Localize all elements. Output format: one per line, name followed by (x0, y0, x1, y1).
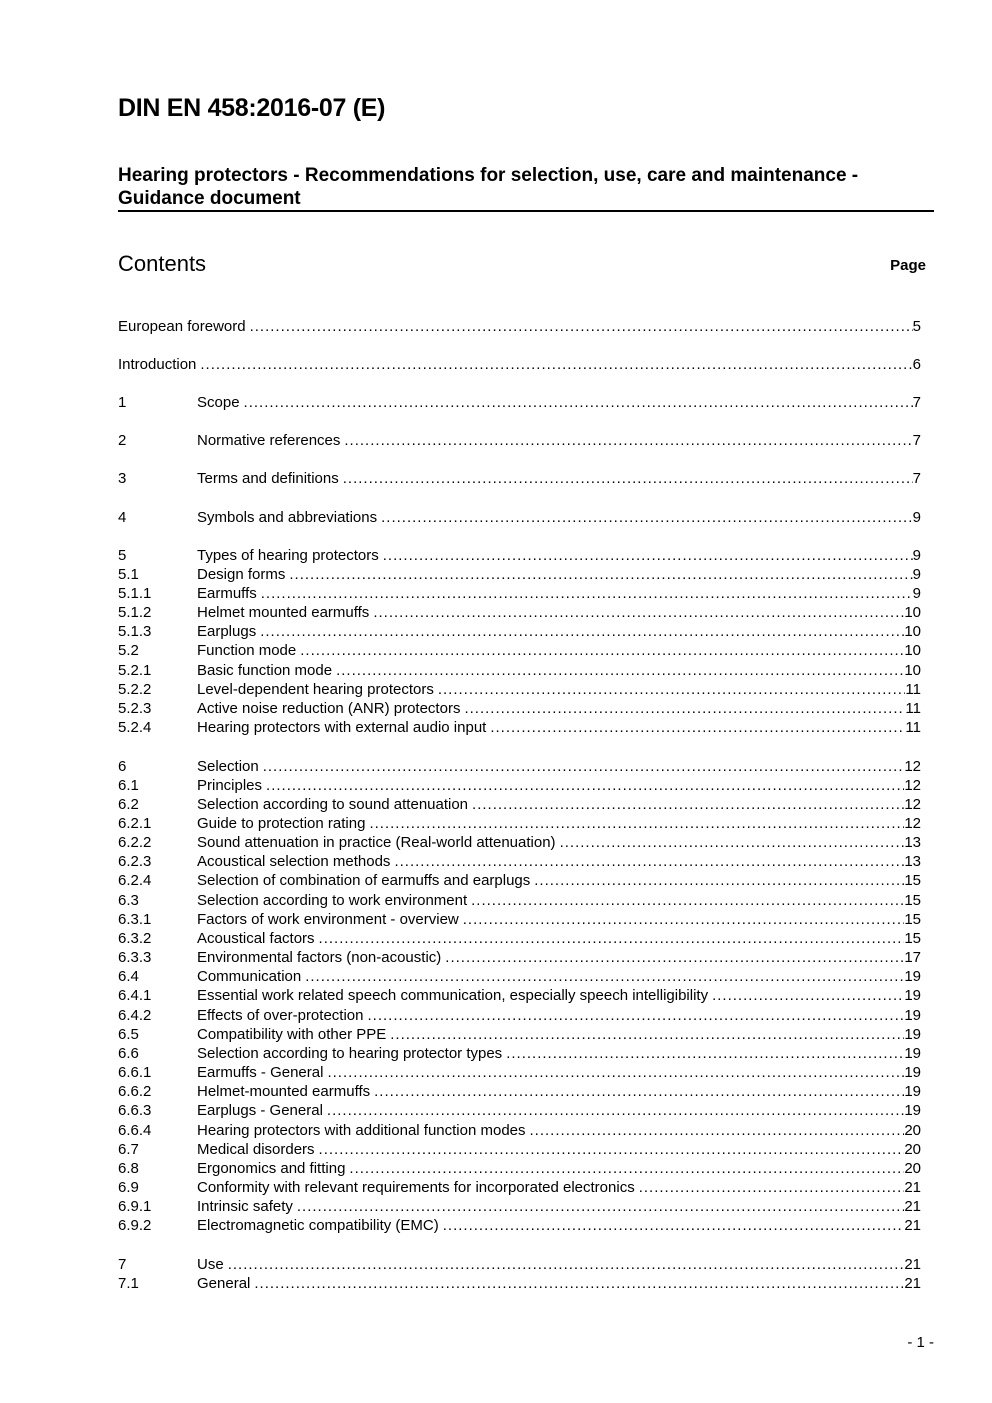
toc-entry-number: 6.1 (118, 777, 139, 794)
toc-entry-number: 5.2.1 (118, 662, 152, 679)
toc-entry-page: 10 (904, 662, 921, 679)
toc-entry-number: 6.2.1 (118, 815, 152, 832)
toc-entry-title: Selection according to work environment (197, 891, 471, 910)
toc-entry-line (197, 584, 921, 603)
toc-dot-leader (200, 355, 912, 374)
toc-entry-number: 6.9.2 (118, 1217, 152, 1234)
toc-entry-line (197, 1159, 921, 1178)
toc-entry-title: Earplugs (197, 622, 260, 641)
toc-entry-line (118, 355, 921, 374)
toc-entry-title: Acoustical selection methods (197, 852, 394, 871)
toc-entry-number: 4 (118, 509, 127, 526)
toc-entry-title: Acoustical factors (197, 929, 319, 948)
toc-dot-leader (266, 776, 904, 795)
toc-entry-number: 5.1.3 (118, 623, 152, 640)
toc-entry-number: 6.9 (118, 1179, 139, 1196)
toc-entry[interactable] (118, 661, 921, 680)
toc-dot-leader (349, 1159, 904, 1178)
toc-entry[interactable] (118, 948, 921, 967)
toc-entry-title: Introduction (118, 355, 200, 374)
toc-dot-leader (390, 1025, 904, 1044)
document-title-line-1: Hearing protectors - Recommendations for selection, use, care and maintenance - (118, 165, 859, 186)
toc-dot-leader (327, 1101, 904, 1120)
toc-entry-line (197, 833, 921, 852)
toc-entry-page: 13 (904, 853, 921, 870)
toc-dot-leader (463, 910, 905, 929)
toc-entry[interactable] (118, 1006, 921, 1025)
toc-entry-page: 20 (904, 1122, 921, 1139)
toc-dot-leader (445, 948, 904, 967)
toc-entry-title: Use (197, 1255, 228, 1274)
toc-entry[interactable] (118, 795, 921, 814)
toc-entry-title: Effects of over-protection (197, 1006, 367, 1025)
toc-entry-page: 5 (912, 318, 921, 335)
toc-entry[interactable] (118, 469, 921, 488)
toc-entry-number: 6.2.2 (118, 834, 152, 851)
toc-entry-page: 11 (905, 719, 921, 736)
toc-entry-line (197, 680, 921, 699)
toc-entry[interactable] (118, 565, 921, 584)
toc-entry-line (197, 603, 921, 622)
toc-entry-number: 3 (118, 470, 127, 487)
toc-entry-page: 9 (912, 566, 921, 583)
toc-dot-leader (344, 431, 912, 450)
toc-entry-line (197, 469, 921, 488)
toc-entry-page: 7 (912, 470, 921, 487)
toc-dot-leader (464, 699, 905, 718)
toc-entry-number: 6.9.1 (118, 1198, 152, 1215)
toc-dot-leader (244, 393, 913, 412)
toc-entry-page: 15 (904, 892, 921, 909)
toc-dot-leader (381, 508, 913, 527)
toc-entry-line (197, 508, 921, 527)
toc-entry-line (197, 1255, 921, 1274)
toc-entry[interactable] (118, 1101, 921, 1120)
toc-entry-title: Selection (197, 757, 263, 776)
toc-entry-number: 5.2.3 (118, 700, 152, 717)
toc-entry[interactable] (118, 910, 921, 929)
toc-entry-number: 6.2.3 (118, 853, 152, 870)
toc-entry-line (197, 871, 921, 890)
toc-entry-number: 6.6.4 (118, 1122, 152, 1139)
toc-entry-number: 1 (118, 394, 127, 411)
toc-entry-page: 21 (904, 1275, 921, 1292)
toc-entry-title: Compatibility with other PPE (197, 1025, 390, 1044)
toc-dot-leader (319, 1140, 905, 1159)
toc-entry-number: 6.5 (118, 1026, 139, 1043)
toc-dot-leader (639, 1178, 905, 1197)
toc-entry-page: 21 (904, 1198, 921, 1215)
toc-dot-leader (373, 603, 904, 622)
toc-entry-line (197, 431, 921, 450)
toc-entry-page: 13 (904, 834, 921, 851)
toc-entry-page: 9 (912, 585, 921, 602)
toc-entry-line (197, 814, 921, 833)
toc-dot-leader (260, 622, 904, 641)
toc-entry-page: 9 (912, 509, 921, 526)
toc-entry-number: 6.3.3 (118, 949, 152, 966)
toc-entry-title: Medical disorders (197, 1140, 319, 1159)
toc-entry-title: Essential work related speech communication, especially speech intelligibility (197, 986, 712, 1005)
toc-entry-number: 6.4.2 (118, 1007, 152, 1024)
toc-entry-line (197, 1140, 921, 1159)
toc-entry-number: 6.6.2 (118, 1083, 152, 1100)
toc-entry-line (197, 546, 921, 565)
toc-entry-page: 20 (904, 1160, 921, 1177)
toc-entry[interactable] (118, 967, 921, 986)
toc-entry-title: Communication (197, 967, 305, 986)
toc-entry-line (197, 1006, 921, 1025)
toc-entry-title: Principles (197, 776, 266, 795)
toc-dot-leader (490, 718, 905, 737)
toc-entry[interactable] (118, 1063, 921, 1082)
toc-entry-number: 6 (118, 758, 127, 775)
toc-entry-line (197, 622, 921, 641)
toc-entry-page: 19 (904, 1026, 921, 1043)
toc-entry-title: Scope (197, 393, 244, 412)
toc-dot-leader (506, 1044, 904, 1063)
toc-entry[interactable] (118, 680, 921, 699)
toc-entry-line (197, 699, 921, 718)
toc-entry-title: Selection of combination of earmuffs and earplugs (197, 871, 534, 890)
toc-entry-title: Earmuffs - General (197, 1063, 327, 1082)
toc-entry-page: 7 (912, 432, 921, 449)
toc-entry[interactable] (118, 718, 921, 737)
toc-dot-leader (374, 1082, 904, 1101)
toc-entry-title: Normative references (197, 431, 344, 450)
toc-entry-title: Types of hearing protectors (197, 546, 383, 565)
toc-dot-leader (530, 1121, 905, 1140)
toc-entry-line (197, 1121, 921, 1140)
toc-entry-line (197, 795, 921, 814)
toc-entry-title: Selection according to sound attenuation (197, 795, 472, 814)
toc-dot-leader (367, 1006, 904, 1025)
toc-entry[interactable] (118, 546, 921, 565)
toc-entry[interactable] (118, 1025, 921, 1044)
toc-entry-number: 5.1.1 (118, 585, 152, 602)
toc-entry[interactable] (118, 814, 921, 833)
toc-entry-page: 11 (905, 681, 921, 698)
toc-entry-title: Earplugs - General (197, 1101, 327, 1120)
toc-entry-title: Environmental factors (non-acoustic) (197, 948, 445, 967)
toc-entry-page: 17 (904, 949, 921, 966)
toc-entry[interactable] (118, 852, 921, 871)
toc-entry-line (197, 967, 921, 986)
toc-entry-number: 5.2.2 (118, 681, 152, 698)
toc-entry-number: 6.4.1 (118, 987, 152, 1004)
toc-entry-line (197, 1044, 921, 1063)
toc-dot-leader (254, 1274, 904, 1293)
toc-entry-title: Selection according to hearing protector types (197, 1044, 506, 1063)
toc-entry-page: 12 (904, 777, 921, 794)
toc-entry[interactable] (118, 1082, 921, 1101)
toc-entry-title: Intrinsic safety (197, 1197, 297, 1216)
toc-dot-leader (336, 661, 904, 680)
toc-entry-line (197, 891, 921, 910)
toc-entry[interactable] (118, 641, 921, 660)
toc-entry-line (197, 1063, 921, 1082)
toc-dot-leader (343, 469, 913, 488)
toc-entry-page: 9 (912, 547, 921, 564)
toc-entry[interactable] (118, 1159, 921, 1178)
toc-entry-title: General (197, 1274, 254, 1293)
toc-entry-page: 21 (904, 1179, 921, 1196)
toc-entry-line (197, 929, 921, 948)
toc-entry[interactable] (118, 1140, 921, 1159)
toc-entry-line (197, 661, 921, 680)
toc-entry[interactable] (118, 1197, 921, 1216)
toc-entry[interactable] (118, 1121, 921, 1140)
toc-entry-page: 19 (904, 1007, 921, 1024)
toc-entry-line (118, 317, 921, 336)
toc-entry[interactable] (118, 833, 921, 852)
toc-entry-line (197, 1274, 921, 1293)
toc-entry-page: 19 (904, 1083, 921, 1100)
toc-entry-page: 12 (904, 796, 921, 813)
toc-entry-title: Electromagnetic compatibility (EMC) (197, 1216, 443, 1235)
toc-entry-page: 19 (904, 1064, 921, 1081)
toc-entry-line (197, 1197, 921, 1216)
toc-entry-number: 5 (118, 547, 127, 564)
toc-dot-leader (228, 1255, 905, 1274)
document-id: DIN EN 458:2016-07 (E) (118, 94, 386, 122)
toc-entry-number: 6.2 (118, 796, 139, 813)
toc-entry-title: Guide to protection rating (197, 814, 369, 833)
toc-entry-title: Design forms (197, 565, 289, 584)
toc-entry-number: 7.1 (118, 1275, 139, 1292)
toc-entry[interactable] (118, 393, 921, 412)
toc-entry[interactable] (118, 622, 921, 641)
toc-entry-number: 5.2.4 (118, 719, 152, 736)
toc-entry[interactable] (118, 355, 921, 374)
toc-entry[interactable] (118, 431, 921, 450)
toc-entry-page: 15 (904, 911, 921, 928)
toc-entry-line (197, 852, 921, 871)
toc-entry-page: 19 (904, 1045, 921, 1062)
toc-entry-page: 12 (904, 758, 921, 775)
toc-dot-leader (534, 871, 904, 890)
toc-entry-number: 6.2.4 (118, 872, 152, 889)
toc-entry-number: 5.1 (118, 566, 139, 583)
toc-entry[interactable] (118, 871, 921, 890)
toc-entry[interactable] (118, 776, 921, 795)
toc-entry[interactable] (118, 699, 921, 718)
toc-entry[interactable] (118, 1044, 921, 1063)
toc-entry-page: 19 (904, 987, 921, 1004)
toc-entry-page: 21 (904, 1217, 921, 1234)
footer-page-number: - 1 - (907, 1334, 934, 1351)
toc-entry[interactable] (118, 603, 921, 622)
toc-dot-leader (297, 1197, 904, 1216)
toc-entry-line (197, 757, 921, 776)
toc-entry[interactable] (118, 508, 921, 527)
toc-entry-line (197, 1082, 921, 1101)
toc-entry-number: 6.3.1 (118, 911, 152, 928)
toc-entry-number: 6.4 (118, 968, 139, 985)
toc-entry-number: 7 (118, 1256, 127, 1273)
toc-entry-title: Earmuffs (197, 584, 261, 603)
toc-entry-number: 6.3.2 (118, 930, 152, 947)
toc-entry-title: Helmet mounted earmuffs (197, 603, 373, 622)
toc-entry-line (197, 1178, 921, 1197)
toc-entry-title: Hearing protectors with additional function modes (197, 1121, 530, 1140)
toc-dot-leader (712, 986, 904, 1005)
table-of-contents (118, 0, 921, 1403)
toc-entry-line (197, 1216, 921, 1235)
toc-entry-number: 5.1.2 (118, 604, 152, 621)
toc-entry-page: 15 (904, 872, 921, 889)
toc-entry-line (197, 910, 921, 929)
toc-entry-title: Active noise reduction (ANR) protectors (197, 699, 464, 718)
toc-entry-line (197, 641, 921, 660)
toc-entry-line (197, 776, 921, 795)
toc-entry-number: 6.6 (118, 1045, 139, 1062)
toc-entry-page: 21 (904, 1256, 921, 1273)
toc-entry-page: 6 (912, 356, 921, 373)
toc-entry-title: Terms and definitions (197, 469, 343, 488)
toc-entry-title: Conformity with relevant requirements for incorporated electronics (197, 1178, 639, 1197)
toc-dot-leader (369, 814, 904, 833)
toc-entry[interactable] (118, 1216, 921, 1235)
toc-entry-number: 2 (118, 432, 127, 449)
toc-entry-title: Function mode (197, 641, 300, 660)
toc-entry-number: 6.3 (118, 892, 139, 909)
toc-entry-page: 20 (904, 1141, 921, 1158)
toc-entry-line (197, 718, 921, 737)
toc-entry-number: 6.7 (118, 1141, 139, 1158)
toc-entry-page: 19 (904, 968, 921, 985)
toc-entry-title: Factors of work environment - overview (197, 910, 463, 929)
toc-entry-line (197, 565, 921, 584)
toc-entry[interactable] (118, 757, 921, 776)
toc-entry[interactable] (118, 1255, 921, 1274)
toc-entry[interactable] (118, 891, 921, 910)
toc-dot-leader (263, 757, 905, 776)
toc-entry[interactable] (118, 1178, 921, 1197)
toc-entry-line (197, 393, 921, 412)
toc-entry-line (197, 1025, 921, 1044)
toc-dot-leader (305, 967, 904, 986)
toc-dot-leader (560, 833, 905, 852)
toc-dot-leader (471, 891, 904, 910)
toc-entry-page: 10 (904, 642, 921, 659)
toc-entry-number: 5.2 (118, 642, 139, 659)
toc-entry-title: Symbols and abbreviations (197, 508, 381, 527)
toc-dot-leader (438, 680, 906, 699)
toc-entry-line (197, 986, 921, 1005)
toc-entry-title: Basic function mode (197, 661, 336, 680)
toc-dot-leader (300, 641, 904, 660)
document-title-line-2: Guidance document (118, 188, 301, 209)
toc-entry-page: 12 (904, 815, 921, 832)
toc-dot-leader (472, 795, 904, 814)
toc-entry-number: 6.6.3 (118, 1102, 152, 1119)
toc-entry-page: 10 (904, 623, 921, 640)
toc-entry-page: 10 (904, 604, 921, 621)
toc-entry-page: 7 (912, 394, 921, 411)
toc-entry-title: European foreword (118, 317, 250, 336)
toc-entry-page: 11 (905, 700, 921, 717)
page-column-heading: Page (890, 257, 926, 274)
toc-entry-title: Level-dependent hearing protectors (197, 680, 438, 699)
toc-dot-leader (319, 929, 905, 948)
toc-dot-leader (383, 546, 913, 565)
toc-dot-leader (289, 565, 912, 584)
toc-entry-title: Helmet-mounted earmuffs (197, 1082, 374, 1101)
toc-entry-title: Sound attenuation in practice (Real-world attenuation) (197, 833, 560, 852)
toc-entry[interactable] (118, 986, 921, 1005)
toc-entry-number: 6.6.1 (118, 1064, 152, 1081)
toc-entry[interactable] (118, 317, 921, 336)
toc-entry-line (197, 1101, 921, 1120)
toc-entry-title: Ergonomics and fitting (197, 1159, 349, 1178)
toc-entry-line (197, 948, 921, 967)
toc-dot-leader (394, 852, 904, 871)
contents-heading: Contents (118, 251, 207, 276)
toc-entry[interactable] (118, 929, 921, 948)
toc-entry[interactable] (118, 1274, 921, 1293)
toc-dot-leader (261, 584, 913, 603)
toc-entry[interactable] (118, 584, 921, 603)
toc-entry-number: 6.8 (118, 1160, 139, 1177)
toc-entry-page: 15 (904, 930, 921, 947)
toc-dot-leader (250, 317, 913, 336)
toc-entry-page: 19 (904, 1102, 921, 1119)
toc-dot-leader (327, 1063, 904, 1082)
toc-dot-leader (443, 1216, 905, 1235)
toc-entry-title: Hearing protectors with external audio input (197, 718, 490, 737)
